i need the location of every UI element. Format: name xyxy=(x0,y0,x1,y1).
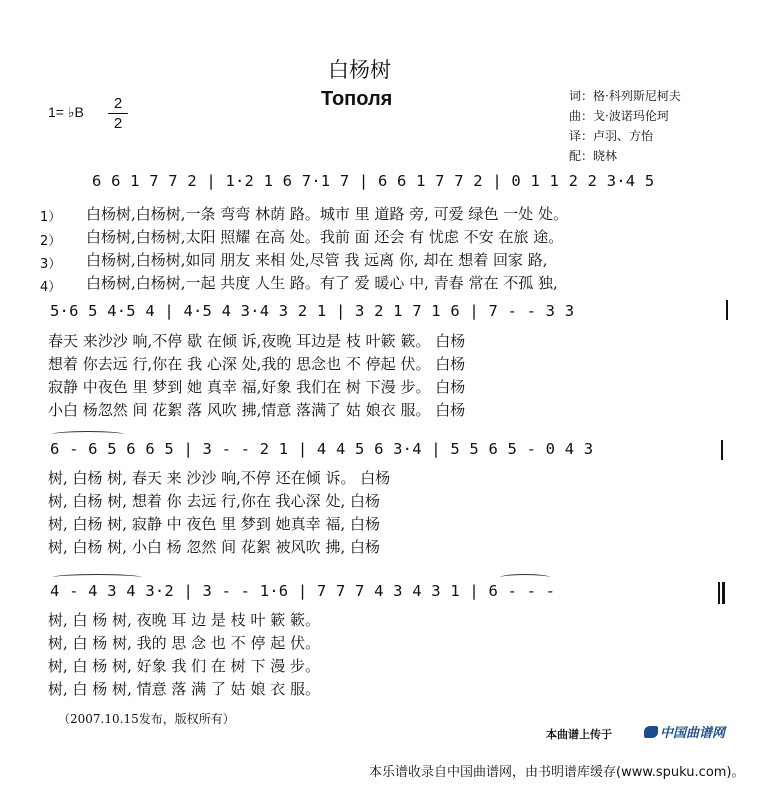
song-subtitle: Тополя xyxy=(321,88,393,110)
tie-line-4a xyxy=(52,574,142,581)
site-logo xyxy=(644,722,725,741)
upload-label: 本曲谱上传于 xyxy=(546,729,612,741)
lyric-line-2-4: 小白 杨忽然 间 花絮 落 风吹 拂,情意 落满了 姑 娘衣 服。 白杨 xyxy=(48,401,466,419)
meter-bottom: 2 xyxy=(113,115,123,132)
tie-line-4b xyxy=(500,574,550,581)
song-title: 白杨树 xyxy=(328,58,391,82)
lyric-line-1-4: 白杨树,白杨树,一起 共度 人生 路。有了 爱 暖心 中, 青春 常在 不孤 独, xyxy=(86,274,558,292)
verse-number-3: 3） xyxy=(40,257,62,272)
credits xyxy=(569,86,681,166)
lyric-line-3-3: 树, 白杨 树, 寂静 中 夜色 里 梦到 她真幸 福, 白杨 xyxy=(48,515,380,533)
lyric-line-4-1: 树, 白 杨 树, 夜晚 耳 边 是 枝 叶 簌 簌。 xyxy=(48,611,320,629)
time-signature xyxy=(108,95,128,132)
credit-lyricist: 词：格·科列斯尼柯夫 xyxy=(569,89,681,103)
lyric-line-2-2: 想着 你去远 行,你在 我 心深 处,我的 思念也 不 停起 伏。 白杨 xyxy=(48,355,466,373)
credit-arranger: 配：晓林 xyxy=(569,149,618,163)
source-note: 本乐谱收录自中国曲谱网，由书明谱库缓存(www.spuku.com)。 xyxy=(369,765,745,780)
barline-end-line-3 xyxy=(721,440,723,460)
lyric-line-4-4: 树, 白 杨 树, 情意 落 满 了 姑 娘 衣 服。 xyxy=(48,680,320,698)
final-barline-thin xyxy=(718,582,720,604)
verse-number-2: 2） xyxy=(40,234,62,249)
credit-translator: 译：卢羽、方怡 xyxy=(569,129,654,143)
lyric-line-1-3: 白杨树,白杨树,如同 朋友 来相 处,尽管 我 远离 你, 却在 想着 回家 路, xyxy=(86,251,548,269)
lyric-line-1-2: 白杨树,白杨树,太阳 照耀 在高 处。我前 面 还会 有 忧虑 不安 在旅 途。 xyxy=(86,228,564,246)
final-barline-thick xyxy=(722,582,725,604)
notation-line-1: 6 6 1 7 7 2 | 1·2 1 6 7·1 7 | 6 6 1 7 7 2 | 0 1 1 2 2 3·4 5 xyxy=(92,172,655,190)
publish-note: （2007.10.15发布，版权所有） xyxy=(58,712,235,726)
lyric-line-2-3: 寂静 中夜色 里 梦到 她 真幸 福,好象 我们在 树 下漫 步。 白杨 xyxy=(48,378,466,396)
lyric-line-3-4: 树, 白杨 树, 小白 杨 忽然 间 花絮 被风吹 拂, 白杨 xyxy=(48,538,380,556)
verse-number-1: 1） xyxy=(40,210,62,225)
tie-line-3 xyxy=(52,431,124,438)
meter-top: 2 xyxy=(113,95,123,112)
lyric-line-4-3: 树, 白 杨 树, 好象 我 们 在 树 下 漫 步。 xyxy=(48,657,320,675)
lyric-line-2-1: 春天 来沙沙 响,不停 歇 在倾 诉,夜晚 耳边是 枝 叶簌 簌。 白杨 xyxy=(48,332,466,350)
logo-icon xyxy=(644,726,658,738)
notation-line-2: 5·6 5 4·5 4 | 4·5 4 3·4 3 2 1 | 3 2 1 7 1 6 | 7 - - 3 3 xyxy=(50,302,575,320)
lyric-line-3-2: 树, 白杨 树, 想着 你 去远 行,你在 我心深 处, 白杨 xyxy=(48,492,380,510)
credit-composer: 曲：戈·波诺玛伦珂 xyxy=(569,109,669,123)
lyric-line-4-2: 树, 白 杨 树, 我的 思 念 也 不 停 起 伏。 xyxy=(48,634,320,652)
lyric-line-1-1: 白杨树,白杨树,一条 弯弯 林荫 路。城市 里 道路 旁, 可爱 绿色 一处 处。 xyxy=(86,205,568,223)
logo-text: 中国曲谱网 xyxy=(660,725,726,740)
notation-line-3: 6 - 6 5 6 6 5 | 3 - - 2 1 | 4 4 5 6 3·4 | 5 5 6 5 - 0 4 3 xyxy=(50,440,594,458)
key-signature: 1= ♭B xyxy=(48,104,84,120)
barline-end-line-2 xyxy=(726,300,728,320)
meter-divider xyxy=(108,113,128,114)
notation-line-4: 4 - 4 3 4 3·2 | 3 - - 1·6 | 7 7 7 4 3 4 3 1 | 6 - - - xyxy=(50,582,556,600)
lyric-line-3-1: 树, 白杨 树, 春天 来 沙沙 响,不停 还在倾 诉。 白杨 xyxy=(48,469,391,487)
verse-number-4: 4） xyxy=(40,280,62,295)
